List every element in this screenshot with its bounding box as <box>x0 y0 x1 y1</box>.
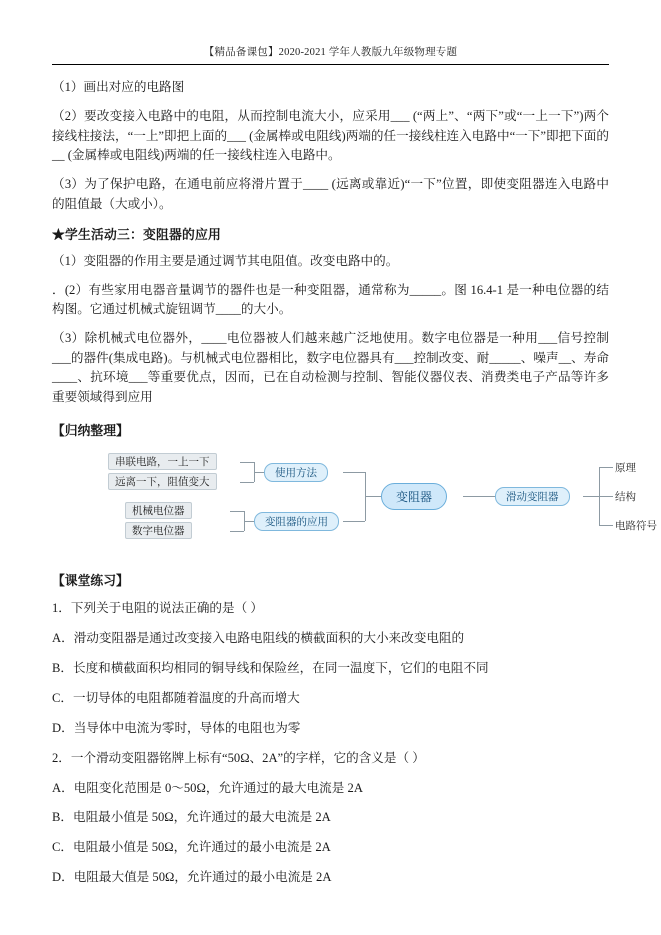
section-title-activity-three: ★学生活动三：变阻器的应用 <box>52 227 221 242</box>
mind-map-diagram <box>52 449 657 557</box>
diagram-connector <box>230 531 244 532</box>
question-1-option-d: D．当导体中电流为零时，导体的电阻也为零 <box>52 720 301 735</box>
diagram-leaf-digital-potentiometer: 数字电位器 <box>125 522 192 539</box>
diagram-connector <box>240 482 254 483</box>
question-2-stem: 2．一个滑动变阻器铭牌上标有“50Ω、2A”的字样，它的含义是（ ） <box>52 750 425 765</box>
diagram-leaf-far-from-down: 远离一下，阻值变大 <box>108 473 217 490</box>
diagram-node-usage-method: 使用方法 <box>264 463 328 482</box>
diagram-node-sliding-rheostat: 滑动变阻器 <box>495 487 570 506</box>
diagram-connector <box>343 521 365 522</box>
diagram-leaf-series-circuit: 串联电路，一上一下 <box>108 453 217 470</box>
question-1-option-c: C．一切导体的电阻都随着温度的升高而增大 <box>52 690 300 705</box>
practice-title: 【课堂练习】 <box>52 574 129 589</box>
diagram-node-application: 变阻器的应用 <box>254 512 339 531</box>
page-header: 【精品备课包】2020-2021 学年人教版九年级物理专题 <box>203 47 458 58</box>
activity-line-1: （1）变阻器的作用主要是通过调节其电阻值。改变电路中的。 <box>52 253 399 268</box>
body-line-3: （3）为了保护电路，在通电前应将滑片置于____ (远离或靠近)“一下”位置，即使变阻器连入电路中的阻值最（大或小）。 <box>52 177 609 211</box>
activity-line-3: （3）除机械式电位器外，____电位器被人们越来越广泛地使用。数字电位器是一种用___信号控制___的器件(集成电路)。与机械式电位器相比，数字电位器具有___控制改变、耐_____、噪声__、寿命____、抗环境___等重要优点，因而，已在自动检测与控制、智能仪器仪表、消费类电子产品等许多重要领域得到应用 <box>52 331 609 404</box>
diagram-connector <box>463 496 495 497</box>
diagram-leaf-structure: 结构 <box>615 491 636 504</box>
diagram-connector <box>365 496 381 497</box>
diagram-connector <box>583 496 599 497</box>
diagram-connector <box>230 511 244 512</box>
question-1-option-a: A．滑动变阻器是通过改变接入电路电阻线的横截面积的大小来改变电阻的 <box>52 631 465 646</box>
diagram-connector <box>599 467 613 468</box>
diagram-connector <box>343 472 365 473</box>
activity-line-2: ．(2）有些家用电器音量调节的器件也是一种变阻器，通常称为_____。图 16.4-1 是一种电位器的结构图。它通过机械式旋钮调节____的大小。 <box>52 282 609 317</box>
header-divider <box>52 64 609 65</box>
diagram-leaf-circuit-symbol: 电路符号 <box>615 520 657 533</box>
diagram-connector <box>244 521 254 522</box>
question-2-option-c: C．电阻最小值是 50Ω，允许通过的最小电流是 2A <box>52 840 331 855</box>
body-line-1: （1）画出对应的电路图 <box>52 80 185 94</box>
body-line-2: （2）要改变接入电路中的电阻，从而控制电流大小，应采用___ (“两上”、“两下”或“一上一下”)两个接线柱接法，“一上”即把上面的___ (金属棒或电阻线)两端的任一接线柱连入电路中“一下”即把下面的__ (金属棒或电阻线)两端的任一接线柱连入电路中。 <box>52 109 609 163</box>
question-1-stem: 1．下列关于电阻的说法正确的是（ ） <box>52 601 263 616</box>
diagram-node-rheostat: 变阻器 <box>381 483 447 510</box>
diagram-connector <box>599 496 613 497</box>
question-2-option-a: A．电阻变化范围是 0～50Ω，允许通过的最大电流是 2A <box>52 780 363 795</box>
diagram-leaf-mechanical-potentiometer: 机械电位器 <box>125 502 192 519</box>
diagram-connector <box>599 525 613 526</box>
question-2-option-b: B．电阻最小值是 50Ω，允许通过的最大电流是 2A <box>52 810 331 825</box>
diagram-leaf-principle: 原理 <box>615 462 636 475</box>
diagram-connector <box>254 472 264 473</box>
summary-title: 【归纳整理】 <box>52 424 129 439</box>
diagram-connector <box>240 462 254 463</box>
question-2-option-d: D．电阻最大值是 50Ω，允许通过的最小电流是 2A <box>52 870 332 885</box>
question-1-option-b: B．长度和横截面积均相同的铜导线和保险丝，在同一温度下，它们的电阻不同 <box>52 660 489 675</box>
